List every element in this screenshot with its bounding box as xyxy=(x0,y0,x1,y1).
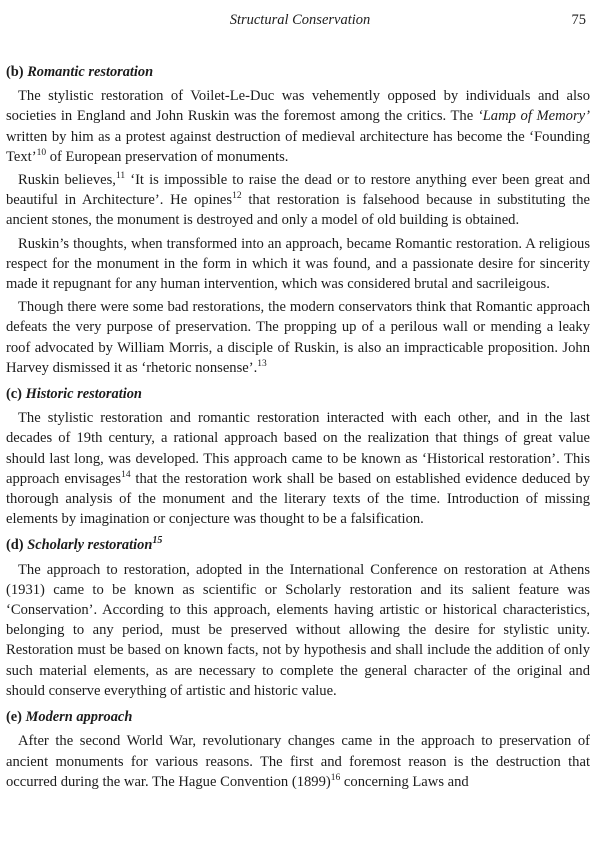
footnote-ref: 11 xyxy=(115,171,126,182)
running-head xyxy=(0,8,600,32)
paragraph: The stylistic restoration of Voilet-Le-Duc was vehemently opposed by individuals and also societies in England and John Ruskin was the foremost among the critics. The ‘Lamp of Memory’ written by him as a protest against destruction of medieval architecture has become the ‘Founding Text’$^{10}$ of European preservation of monuments. xyxy=(6,88,590,165)
paragraph: The approach to restoration, adopted in the International Conference on restoration at Athens (1931) came to be known as scientific or Scholarly restoration and its salient feature was ‘Conservation’. According to this approach, elements having artistic or historical characteristics, belonging to any period, must be preserved without allowing the desire for stylistic unity. Restoration must be based on known facts, not by hypothesis and shall include the addition of only such material elements, as are necessary to complete the general character of the original and should conserve everything of artistic and historic value. xyxy=(6,561,590,699)
paragraph: Ruskin’s thoughts, when transformed into an approach, became Romantic restoration. A religious respect for the monument in the form in which it was found, and a passionate desire for sincerity made it repugnant for any human intervention, which was considered brutal and sacrileigous. xyxy=(6,235,590,293)
section xyxy=(6,707,590,792)
footnote-ref: 10 xyxy=(36,147,47,158)
section-label: (c) xyxy=(6,386,26,403)
section xyxy=(6,62,590,378)
section-title: Romantic restoration xyxy=(27,64,154,80)
page-body xyxy=(6,58,590,798)
footnote-ref: 15 xyxy=(152,535,163,547)
page-number: 75 xyxy=(571,12,586,28)
section-label: (e) xyxy=(6,709,26,726)
section-heading xyxy=(6,62,590,82)
section xyxy=(6,535,590,701)
paragraph: Though there were some bad restorations, the modern conservators think that Romantic approach defeats the very purpose of preservation. The propping up of a perilous wall or mending a leaky roof advocated by William Morris, a disciple of Ruskin, is also an impracticable proposition. John Harvey dismissed it as ‘rhetoric nonsense’.$^{13}$ xyxy=(6,299,590,376)
footnote-ref: 14 xyxy=(121,470,131,480)
section-label: (d) xyxy=(6,537,28,554)
section-heading xyxy=(6,384,590,404)
paragraph: Ruskin believes,$^{11}$ ‘It is impossible to raise the dead or to restore anything ever been great and beautiful in Architecture’. He opines$^{12}$ that restoration is falsehood because in substituting the ancient stones, the monument is destroyed and only a model of old building is obtained. xyxy=(6,171,590,229)
section-title: Historic restoration xyxy=(25,386,142,403)
footnote-ref: 13 xyxy=(257,358,267,369)
section-title: Modern approach xyxy=(25,709,133,726)
section-heading xyxy=(6,535,590,555)
section-heading xyxy=(6,707,590,727)
section xyxy=(6,384,590,529)
paragraph: The stylistic restoration and romantic restoration interacted with each other, and in the last decades of 19th century, a rational approach based on the realization that things of great value should last long, was developed. This approach came to be known as ‘Historical restoration’. This approach envisages$^{14}$ that the restoration work shall be based on established evidence deduced by thorough analysis of the monument and the literary texts of the time. Introduction of missing elements by imagination or conjecture was thought to be a falsification. xyxy=(6,410,590,528)
italic-title: ‘Lamp of Memory’ xyxy=(477,108,590,125)
section-title: Scholarly restoration xyxy=(27,537,153,554)
section-label: (b) xyxy=(6,64,28,80)
running-title: Structural Conservation xyxy=(229,12,371,28)
paragraph: After the second World War, revolutionary changes came in the approach to preservation of ancient monuments for various reasons. The first and foremost reason is the destruction that occurred during the war. The Hague Convention $(1899)^{16}$ concerning Laws and xyxy=(6,733,590,790)
footnote-ref: 12 xyxy=(232,191,242,202)
footnote-ref: 16 xyxy=(330,772,341,783)
